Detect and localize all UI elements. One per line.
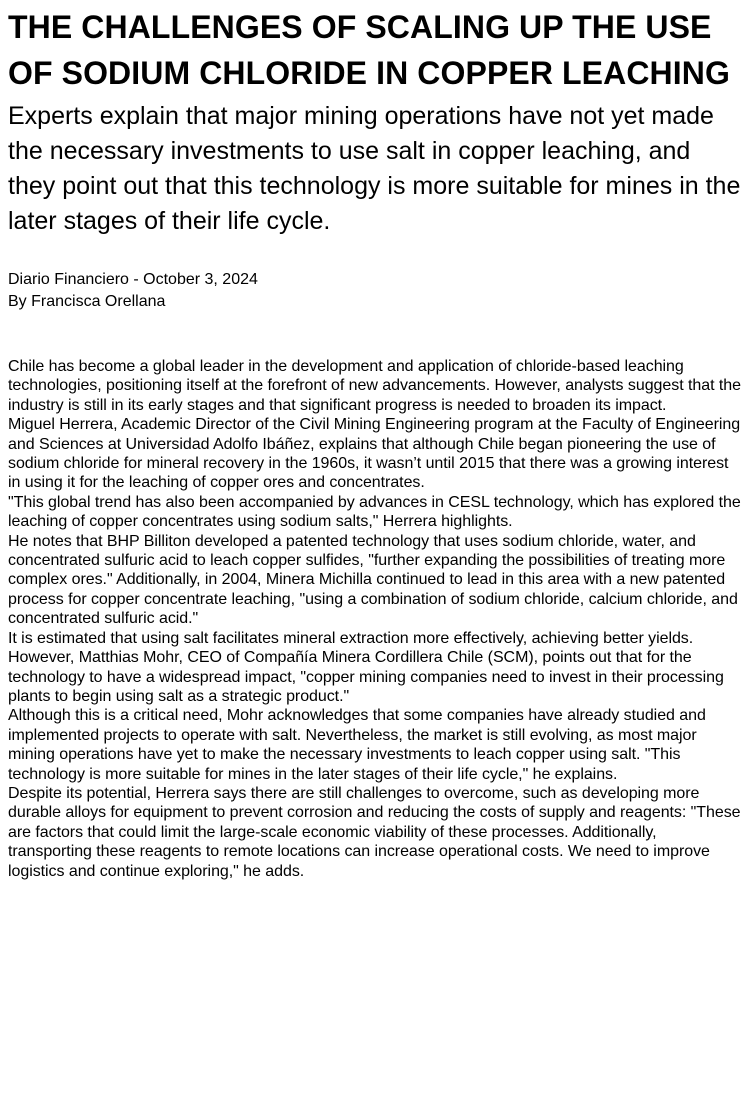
paragraph: "This global trend has also been accompanied by advances in CESL technology, which has explored the leaching of copper concentrates using sodium salts," Herrera highlights. (8, 493, 741, 531)
article-meta (8, 269, 742, 313)
source-line: Diario Financiero - October 3, 2024 (8, 271, 258, 288)
byline: By Francisca Orellana (8, 293, 166, 310)
paragraph: Miguel Herrera, Academic Director of the Civil Mining Engineering program at the Faculty of Engineering and Sciences at Universidad Adolfo Ibáñez, explains that although Chile began pioneering the use of sodium chloride for mineral recovery in the 1960s, it wasn’t until 2015 that there was a growing interest in using it for the leaching of copper ores and concentrates. (8, 416, 741, 492)
paragraph: Despite its potential, Herrera says there are still challenges to overcome, such as developing more durable alloys for equipment to prevent corrosion and reducing the costs of supply and reagents: "These are factors that could limit the large-scale economic viability of these processes. Additionally, transporting these reagents to remote locations can increase operational costs. We need to improve logistics and continue exploring," he adds. (8, 784, 741, 880)
article-subtitle: Experts explain that major mining operations have not yet made the necessary investments to use salt in copper leaching, and they point out that this technology is more suitable for mines in the later stages of their life cycle. (8, 102, 741, 235)
paragraph: He notes that BHP Billiton developed a patented technology that uses sodium chloride, water, and concentrated sulfuric acid to leach copper sulfides, "further expanding the possibilities of treating more complex ores." Additionally, in 2004, Minera Michilla continued to lead in this area with a new patented process for copper concentrate leaching, "using a combination of sodium chloride, calcium chloride, and concentrated sulfuric acid." (8, 532, 738, 628)
article-title: THE CHALLENGES OF SCALING UP THE USE OF SODIUM CHLORIDE IN COPPER LEACHING (8, 9, 730, 91)
paragraph: Although this is a critical need, Mohr acknowledges that some companies have already studied and implemented projects to operate with salt. Nevertheless, the market is still evolving, as most major mining operations have yet to make the necessary investments to leach copper using salt. "This technology is more suitable for mines in the later stages of their life cycle," he explains. (8, 707, 706, 783)
article-body (8, 357, 742, 881)
paragraph: It is estimated that using salt facilitates mineral extraction more effectively, achieving better yields. However, Matthias Mohr, CEO of Compañía Minera Cordillera Chile (SCM), points out that for the technology to have a widespread impact, "copper mining companies need to invest in their processing plants to begin using salt as a strategic product." (8, 629, 724, 705)
paragraph: Chile has become a global leader in the development and application of chloride-based leaching technologies, positioning itself at the forefront of new advancements. However, analysts suggest that the industry is still in its early stages and that significant progress is needed to broaden its impact. (8, 358, 741, 414)
